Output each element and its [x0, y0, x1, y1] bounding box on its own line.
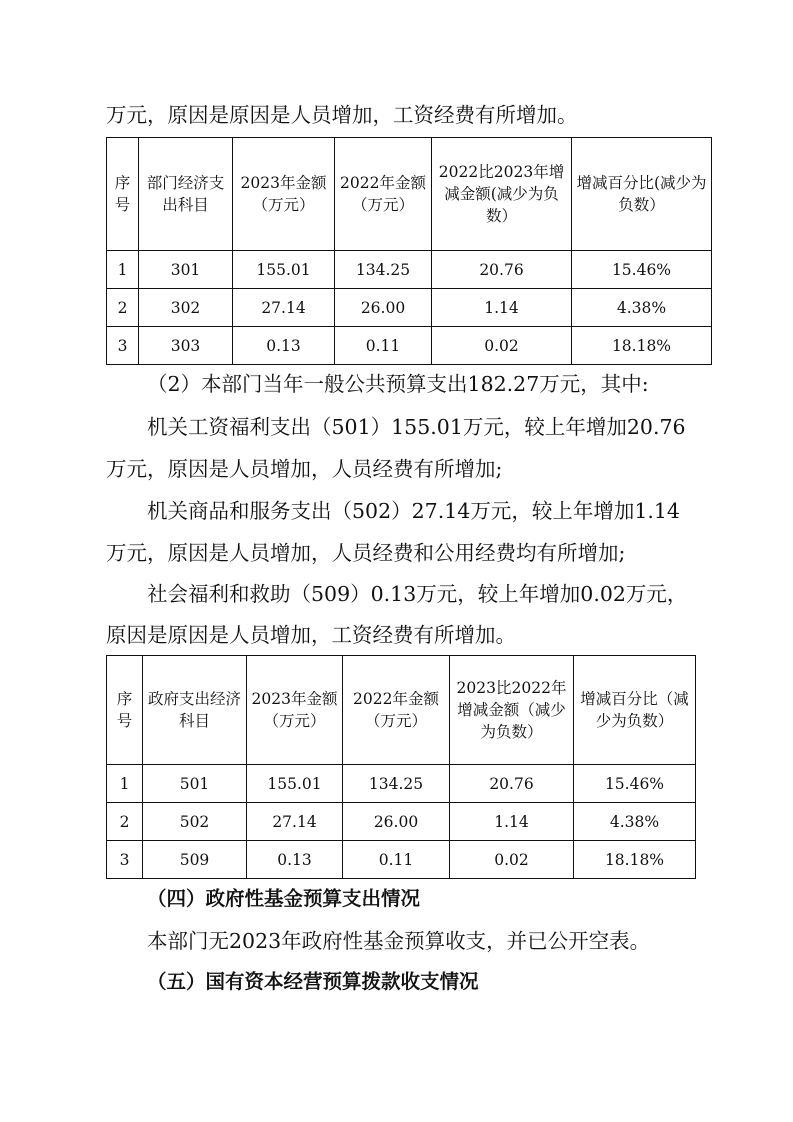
- table-cell: 3: [107, 327, 139, 365]
- table-cell: 0.11: [335, 327, 432, 365]
- table-cell: 302: [139, 289, 233, 327]
- table-cell: 303: [139, 327, 233, 365]
- header-cell: 2022年金额（万元）: [343, 656, 450, 765]
- header-cell: 政府支出经济科目: [143, 656, 247, 765]
- table-cell: 0.02: [432, 327, 572, 365]
- table-cell: 155.01: [233, 251, 335, 289]
- paragraph-line: （2）本部门当年一般公共预算支出182.27万元，其中:: [147, 372, 649, 396]
- table-header-row: [107, 656, 696, 765]
- table-cell: 155.01: [247, 765, 343, 803]
- table-cell: 3: [107, 841, 143, 879]
- table-cell: 502: [143, 803, 247, 841]
- header-cell: 2023年金额（万元）: [233, 138, 335, 251]
- section-heading-government-fund: （四）政府性基金预算支出情况: [147, 887, 421, 910]
- table-row: [107, 289, 712, 327]
- header-cell: 增减百分比（减少为负数）: [574, 656, 696, 765]
- table-cell: 134.25: [343, 765, 450, 803]
- table-row: [107, 251, 712, 289]
- header-cell: 部门经济支出科目: [139, 138, 233, 251]
- table-cell: 301: [139, 251, 233, 289]
- table-row: [107, 803, 696, 841]
- table-cell: 0.13: [233, 327, 335, 365]
- header-cell: 2022年金额（万元）: [335, 138, 432, 251]
- header-cell: 序号: [107, 656, 143, 765]
- table-cell: 1: [107, 765, 143, 803]
- table-cell: 20.76: [432, 251, 572, 289]
- table-cell: 509: [143, 841, 247, 879]
- header-cell: 2023年金额（万元）: [247, 656, 343, 765]
- table-header-row: [107, 138, 712, 251]
- header-cell: 增减百分比(减少为负数）: [572, 138, 712, 251]
- paragraph-line: 原因是原因是人员增加，工资经费有所增加。: [106, 623, 516, 647]
- table-cell: 0.11: [343, 841, 450, 879]
- table-cell: 20.76: [450, 765, 574, 803]
- table-cell: 4.38%: [574, 803, 696, 841]
- paragraph-line: 社会福利和救助（509）0.13万元，较上年增加0.02万元，: [147, 582, 688, 606]
- table-cell: 15.46%: [574, 765, 696, 803]
- table-cell: 26.00: [343, 803, 450, 841]
- table-cell: 1.14: [432, 289, 572, 327]
- paragraph-line: 万元，原因是人员增加，人员经费有所增加;: [106, 457, 503, 481]
- paragraph-line: 本部门无2023年政府性基金预算收支，并已公开空表。: [147, 929, 651, 953]
- table-cell: 18.18%: [574, 841, 696, 879]
- table-cell: 27.14: [233, 289, 335, 327]
- table-cell: 2: [107, 289, 139, 327]
- paragraph-line: 万元，原因是人员增加，人员经费和公用经费均有所增加;: [106, 541, 626, 565]
- paragraph-line: 机关商品和服务支出（502）27.14万元，较上年增加1.14: [147, 499, 680, 523]
- header-cell: 序号: [107, 138, 139, 251]
- table-cell: 0.02: [450, 841, 574, 879]
- table-cell: 27.14: [247, 803, 343, 841]
- table-cell: 0.13: [247, 841, 343, 879]
- paragraph-continuation: 万元，原因是原因是人员增加，工资经费有所增加。: [106, 103, 578, 127]
- table-row: [107, 841, 696, 879]
- header-cell: 2023比2022年增减金额（减少为负数）: [450, 656, 574, 765]
- table-cell: 26.00: [335, 289, 432, 327]
- department-expense-table: [106, 137, 712, 365]
- table-cell: 15.46%: [572, 251, 712, 289]
- table-cell: 4.38%: [572, 289, 712, 327]
- header-cell: 2022比2023年增减金额(减少为负数）: [432, 138, 572, 251]
- table-cell: 134.25: [335, 251, 432, 289]
- table-cell: 1: [107, 251, 139, 289]
- section-heading-state-capital: （五）国有资本经营预算拨款收支情况: [147, 970, 479, 993]
- paragraph-line: 机关工资福利支出（501）155.01万元，较上年增加20.76: [147, 415, 686, 439]
- table-row: [107, 327, 712, 365]
- table-row: [107, 765, 696, 803]
- table-cell: 2: [107, 803, 143, 841]
- table-cell: 501: [143, 765, 247, 803]
- table-cell: 18.18%: [572, 327, 712, 365]
- government-expense-table: [106, 655, 696, 879]
- table-cell: 1.14: [450, 803, 574, 841]
